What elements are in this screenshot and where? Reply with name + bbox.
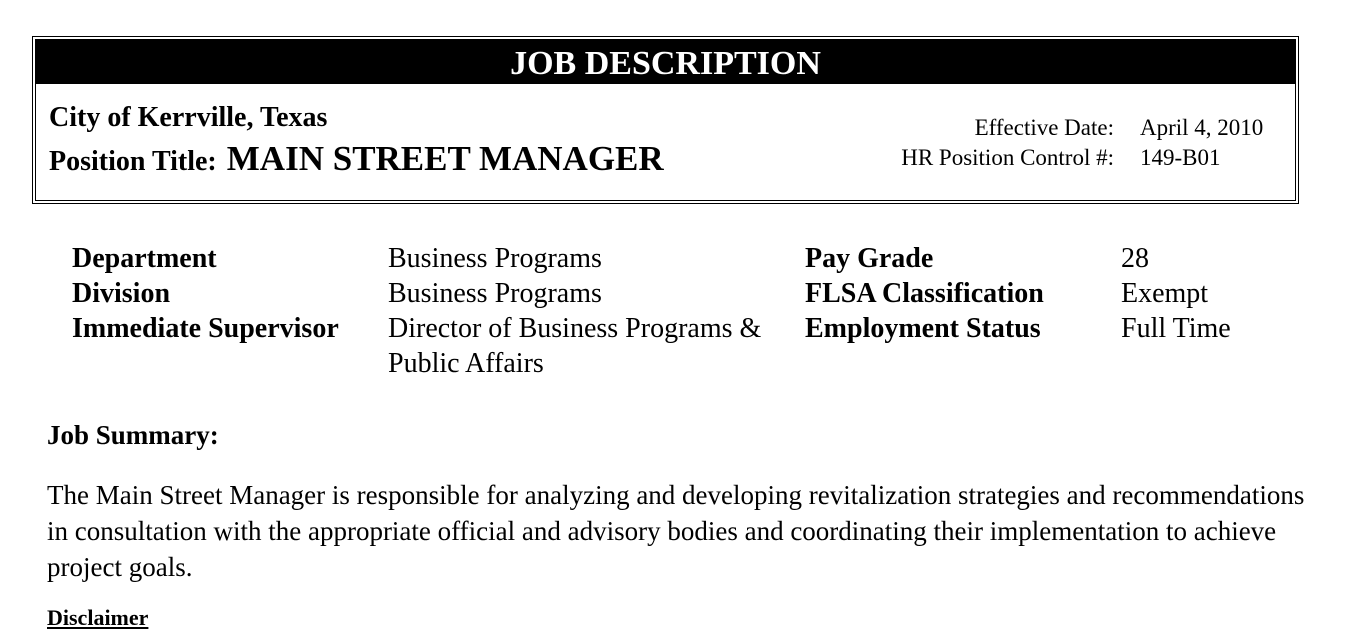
supervisor-value-line2: Public Affairs (388, 348, 544, 379)
disclaimer-heading: Disclaimer (47, 605, 149, 630)
supervisor-label: Immediate Supervisor (72, 313, 339, 344)
flsa-label: FLSA Classification (805, 278, 1044, 309)
supervisor-value-line1: Director of Business Programs & (388, 313, 762, 344)
effective-date-value: April 4, 2010 (1140, 115, 1264, 140)
position-title (49, 139, 664, 179)
employment-status-label: Employment Status (805, 313, 1041, 344)
division-value: Business Programs (388, 278, 602, 309)
control-number-label: HR Position Control #: (901, 145, 1114, 170)
department-label: Department (72, 243, 217, 274)
flsa-value: Exempt (1121, 278, 1209, 309)
pay-grade-label: Pay Grade (805, 243, 934, 274)
organization-name: City of Kerrville, Texas (49, 102, 328, 133)
employment-status-value: Full Time (1121, 313, 1231, 344)
header-box-inner (35, 39, 1296, 201)
department-value: Business Programs (388, 243, 602, 274)
header-box (32, 36, 1299, 204)
job-summary-heading: Job Summary: (47, 420, 219, 450)
pay-grade-value: 28 (1121, 243, 1149, 274)
position-title-value: MAIN STREET MANAGER (226, 139, 664, 178)
effective-date-label: Effective Date: (974, 115, 1114, 140)
division-label: Division (72, 278, 171, 309)
document-title: JOB DESCRIPTION (36, 40, 1295, 84)
control-number-value: 149-B01 (1140, 145, 1221, 170)
position-title-label: Position Title: (49, 146, 217, 177)
job-summary-text: The Main Street Manager is responsible for analyzing and developing revitalization strategies and recommendations in consultation with the appropriate official and advisory bodies and coordinating their implementation to achieve project goals. (47, 480, 1305, 582)
